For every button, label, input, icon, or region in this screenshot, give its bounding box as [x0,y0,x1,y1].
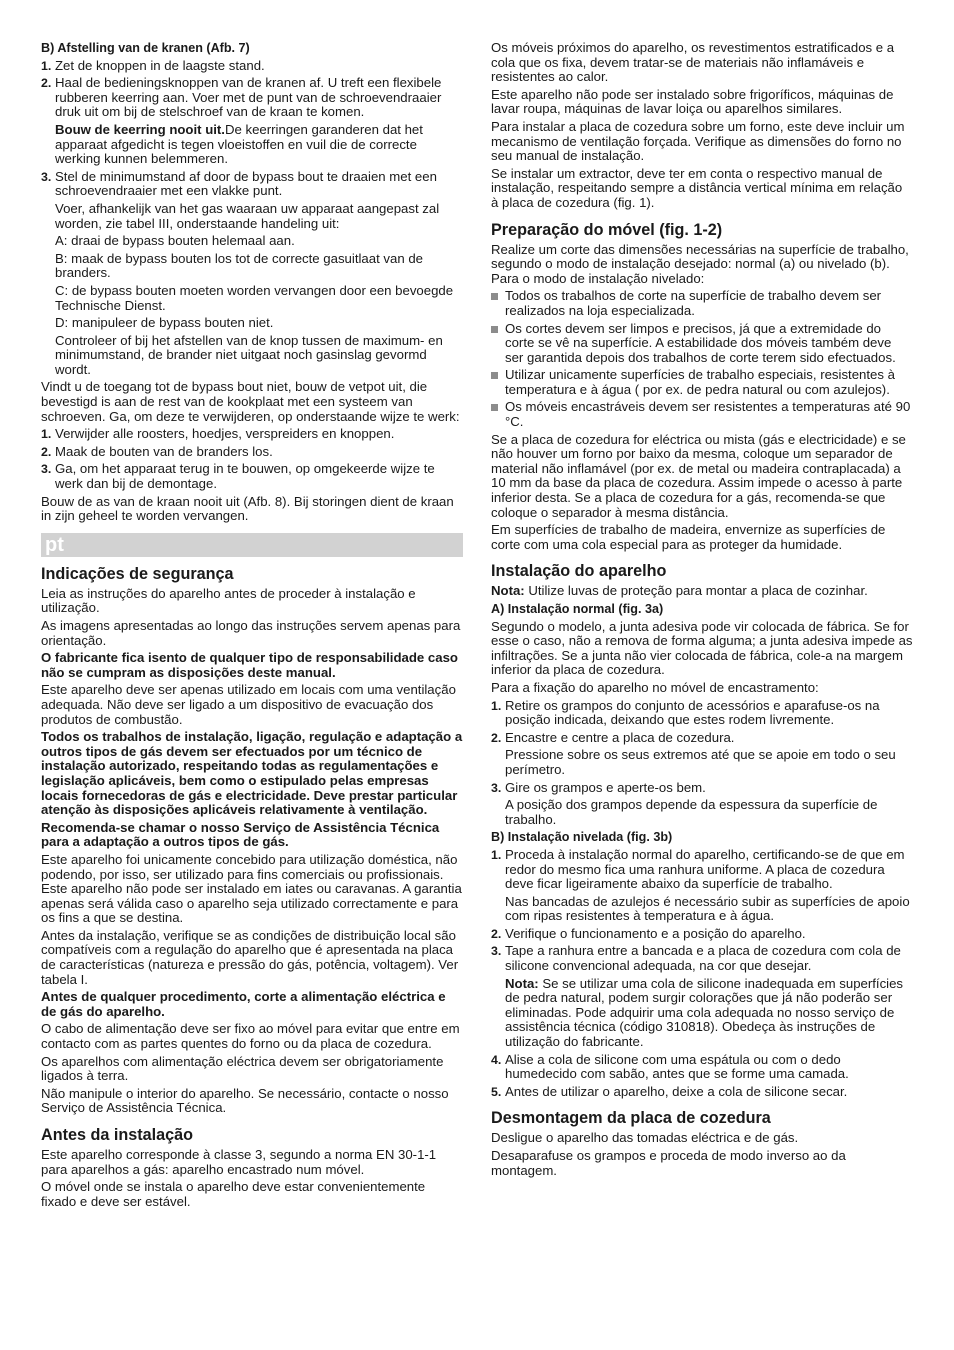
numbered-step [41,462,463,491]
bullet-item [491,289,913,318]
numbered-step [491,781,913,796]
seal-warning-paragraph [55,123,463,167]
numbered-step [491,699,913,728]
numbered-step [491,944,913,973]
paragraph: Este aparelho foi unicamente concebido para utilização doméstica, não podendo, por isso, ser utilizado para fins comerciais ou profissionais. Este aparelho não pode ser instalado em iates ou caravanas. A garantia apenas será válida caso o aparelho seja utilizado correctamente e para os fins a que se destina. [41,851,462,926]
option-b: B: maak de bypass bouten los tot de correcte gasuitlaat van de branders. [55,250,424,281]
seal-warning-bold: Bouw de keerring nooit uit. [55,121,225,137]
bullet-text: Todos os trabalhos de corte na superfície de trabalho devem ser realizados na loja especializada. [505,288,882,318]
bullet-item [491,368,913,397]
step-number: 3. [491,944,502,959]
step-number: 1. [491,698,502,713]
numbered-step [491,848,913,892]
step-number: 1. [41,58,52,73]
subheading-normal-installation: A) Instalação normal (fig. 3a) [491,602,664,616]
bullet-text: Os móveis encastráveis devem ser resistentes a temperaturas até 90 °C. [505,399,911,430]
numbered-step [491,1085,913,1100]
note-text: Utilize luvas de proteção para montar a placa de cozinhar. [524,583,868,599]
step-number: 5. [491,1084,502,1099]
paragraph: Se a placa de cozedura for eléctrica ou mista (gás e electricidade) e se não houver um forno por baixo da mesma, coloque um separador de material não inflamável (por ex. de metal ou madeira contraplacada) a 10 mm da base da placa de cozedura. Assim impede o acesso à parte inferior desta. Se a placa de cozedura for a gás, recomenda-se que coloque o separador à mesma distância. [491,431,906,520]
paragraph: Se instalar um extractor, deve ter em conta o respectivo manual de instalação, respeitando sempre a distância vertical mínima em relação à placa de cozedura (fig. 1). [491,165,903,210]
subheading-flush-installation: B) Instalação nivelada (fig. 3b) [491,830,673,845]
step-text: Encastre e centre a placa de cozedura. [505,729,735,745]
step-text: Alise a cola de silicone com uma espátula ou com o dedo humedecido com sabão, antes que se forme uma camada. [505,1051,849,1082]
step-number: 2. [491,926,502,941]
step-number: 1. [41,427,52,442]
bold-paragraph: O fabricante fica isento de qualquer tipo de responsabilidade caso não se cumpram as disposições deste manual. [41,650,458,680]
step-detail: Nas bancadas de azulejos é necessário subir as superfícies de apoio com ripas resistentes à temperatura e à água. [505,893,910,924]
heading-before-installation: Antes da instalação [41,1126,194,1144]
bold-paragraph: Todos os trabalhos de instalação, ligação, regulação e adaptação a outros tipos de gás devem ser efectuados por um técnico de instalação autorizado, respeitando todas as regulamentações e legislação aplicáveis, bem como o estipulado pelas empresas locais fornecedoras de gás e electricidade. Deve prestar particular atenção às disposições aplicáveis relativamente à ventilação. [41,729,463,818]
right-column [491,41,913,1181]
step-text: Verifique o funcionamento e a posição do aparelho. [505,925,806,941]
step-text: Zet de knoppen in de laagste stand. [55,57,265,73]
paragraph: Antes da instalação, verifique se as condições de distribuição local são compatíveis com a regulação do aparelho que é apresentada na placa de características (natureza e pressão do gás, potência, voltagem). Ver tabela I. [41,927,459,987]
heading-safety: Indicações de segurança [41,564,234,583]
step-number: 3. [41,462,52,477]
note-text: Se se utilizar uma cola de silicone inadequada em superfícies de pedra natural, podem surgir colorações que já não poderão ser eliminadas. Pode adquirir uma cola adequada no nosso serviço de assistência técnica (código 310818). Obedeça às instruções de utilização do fabricante. [505,975,904,1050]
bold-paragraph: Antes de qualquer procedimento, corte a alimentação eléctrica e de gás do aparelho. [41,989,446,1019]
numbered-step [41,76,463,120]
option-c: C: de bypass bouten moeten worden vervangen door een bevoegde Technische Dienst. [55,282,454,313]
paragraph: Voer, afhankelijk van het gas waaraan uw apparaat aangepast zal worden, zie tabel III, onderstaande handeling uit: [55,200,440,231]
step-number: 2. [41,444,52,459]
note-label: Nota: [505,975,539,991]
paragraph: Os aparelhos com alimentação eléctrica devem ser obrigatoriamente ligados à terra. [41,1053,444,1084]
paragraph: Para a fixação do aparelho no móvel de encastramento: [491,679,819,695]
step-text: Gire os grampos e aperte-os bem. [505,779,706,795]
note-label: Nota: [491,583,525,599]
numbered-step [491,1053,913,1082]
numbered-step [41,59,463,74]
option-a: A: draai de bypass bouten helemaal aan. [55,233,295,249]
step-number: 1. [491,847,502,862]
paragraph: Para instalar a placa de cozedura sobre um forno, este deve incluir um mecanismo de ventilação forçada. Verifique as dimensões do forno no seu manual de instalação. [491,118,905,164]
paragraph: Controleer of bij het afstellen van de knop tussen de maximum- en minimumstand, de brander niet uitgaat noch gasinslag gevormd wordt. [55,332,443,377]
paragraph: Vindt u de toegang tot de bypass bout niet, bouw de vetpot uit, die bevestigd is aan de rest van de kookplaat met een systeem van schroeven. Ga, om deze te verwijderen, op onderstaande wijze te werk: [41,379,460,424]
paragraph: Segundo o modelo, a junta adesiva pode vir colocada de fábrica. Se for esse o caso, não a remova de forma alguma; a junta adesiva impede as infiltrações. Se a junta não vier colocada de fábrica, cole-a na margem inferior da placa de cozedura. [491,618,913,678]
step-detail: A posição dos grampos depende da espessura da superfície de trabalho. [505,797,878,827]
step-number: 3. [491,780,502,795]
step-number: 2. [41,76,52,91]
paragraph: Em superfícies de trabalho de madeira, envernize as superfícies de corte com uma cola especial para as proteger da humidade. [491,522,886,552]
step-text: Haal de bedieningsknoppen van de kranen af. U treft een flexibele rubberen keerring aan. Voer met de punt van de schroevendraaier druk uit om bij de stelschroef van de kraan te komen. [55,75,442,120]
note-paragraph [505,977,913,1050]
bullet-text: Os cortes devem ser limpos e precisos, já que a extremidade do corte se vê na superfície. A estabilidade dos móveis também deve ser garantida depois dos trabalhos de corte terem sido efectuados. [505,320,896,365]
step-number: 2. [491,730,502,745]
step-number: 3. [41,169,52,184]
numbered-step [41,170,463,199]
square-bullet-icon [491,322,505,366]
step-text: Proceda à instalação normal do aparelho, certificando-se de que em redor do mesmo fica uma ranhura uniforme. A placa de cozedura deve ficar ligeiramente abaixo da superfície de trabalho. [505,846,905,892]
numbered-step [41,445,463,460]
numbered-step [491,927,913,942]
heading-removal: Desmontagem da placa de cozedura [491,1109,771,1128]
paragraph: Bouw de as van de kraan nooit uit (Afb. 8). Bij storingen dient de kraan in zijn geheel te worden vervangen. [41,493,454,524]
paragraph: Este aparelho não pode ser instalado sobre frigoríficos, máquinas de lavar roupa, máquinas de lavar loiça ou aparelhos similares. [491,86,894,117]
square-bullet-icon [491,400,505,429]
paragraph: O cabo de alimentação deve ser fixo ao móvel para evitar que entre em contacto com as partes quentes do forno ou da placa de cozedura. [41,1021,460,1052]
step-text: Maak de bouten van de branders los. [55,443,273,459]
paragraph: Este aparelho deve ser apenas utilizado em locais com uma ventilação adequada. Não deve ser ligado a um dispositivo de evacuação dos produtos de combustão. [41,682,456,727]
paragraph: Não manipule o interior do aparelho. Se necessário, contacte o nosso Serviço de Assistência Técnica. [41,1085,449,1116]
step-text: Ga, om het apparaat terug in te bouwen, op omgekeerde wijze te werk dan bij de demontage. [55,461,435,492]
bold-paragraph: Recomenda-se chamar o nosso Serviço de Assistência Técnica para a adaptação a outros tipos de gás. [41,819,440,850]
paragraph: Desaparafuse os grampos e proceda de modo inverso ao da montagem. [491,1148,846,1178]
bullet-item [491,400,913,429]
step-text: Stel de minimumstand af door de bypass bout te draaien met een schroevendraaier met een vlakke punt. [55,168,437,199]
step-text: Retire os grampos do conjunto de acessórios e aparafuse-os na posição indicada, deixando que estes rodem livremente. [505,697,880,728]
bullet-item [491,322,913,366]
step-detail: Pressione sobre os seus extremos até que se apoie em todo o seu perímetro. [505,747,896,777]
left-column [41,41,463,1212]
step-text: Verwijder alle roosters, hoedjes, verspreiders en knoppen. [55,426,395,442]
paragraph: Os móveis próximos do aparelho, os revestimentos estratificados e a cola que os fixa, devem tratar-se de materiais não inflamáveis e resistentes ao calor. [491,40,895,85]
heading-appliance-installation: Instalação do aparelho [491,562,667,581]
paragraph: Realize um corte das dimensões necessárias na superfície de trabalho, segundo o modo de instalação desejado: normal (a) ou nivelado (b). Para o modo de instalação nivelado: [491,241,909,286]
seal-warning-text: De keerringen garanderen dat het apparaat afgedicht is tegen vloeistoffen en vuil die de correcte werking kunnen belemmeren. [55,121,423,167]
paragraph: Desligue o aparelho das tomadas eléctrica e de gás. [491,1130,799,1146]
note-paragraph [491,584,913,599]
paragraph: Leia as instruções do aparelho antes de proceder à instalação e utilização. [41,585,416,616]
paragraph: Este aparelho corresponde à classe 3, segundo a norma EN 30-1-1 para aparelhos a gás: aparelho encastrado num móvel. [41,1147,437,1177]
square-bullet-icon [491,289,505,318]
paragraph: O móvel onde se instala o aparelho deve estar convenientemente fixado e deve ser estável. [41,1179,426,1209]
step-text: Tape a ranhura entre a bancada e a placa de cozedura com cola de silicone convencional adequada, na cor que desejar. [505,943,901,974]
step-number: 4. [491,1052,502,1067]
step-text: Antes de utilizar o aparelho, deixe a cola de silicone secar. [505,1083,848,1099]
section-subheading-tap-adjustment: B) Afstelling van de kranen (Afb. 7) [41,41,250,55]
option-d: D: manipuleer de bypass bouten niet. [55,315,274,331]
numbered-step [491,731,913,746]
language-bar [41,533,463,557]
square-bullet-icon [491,368,505,397]
language-code: pt [45,533,64,556]
paragraph: As imagens apresentadas ao longo das instruções servem apenas para orientação. [41,618,461,648]
numbered-step [41,427,463,442]
bullet-text: Utilizar unicamente superfícies de trabalho especiais, resistentes à temperatura e à água ( por ex. de pedra natural ou com azulejos). [505,367,895,397]
heading-furniture-preparation: Preparação do móvel (fig. 1-2) [491,220,723,239]
